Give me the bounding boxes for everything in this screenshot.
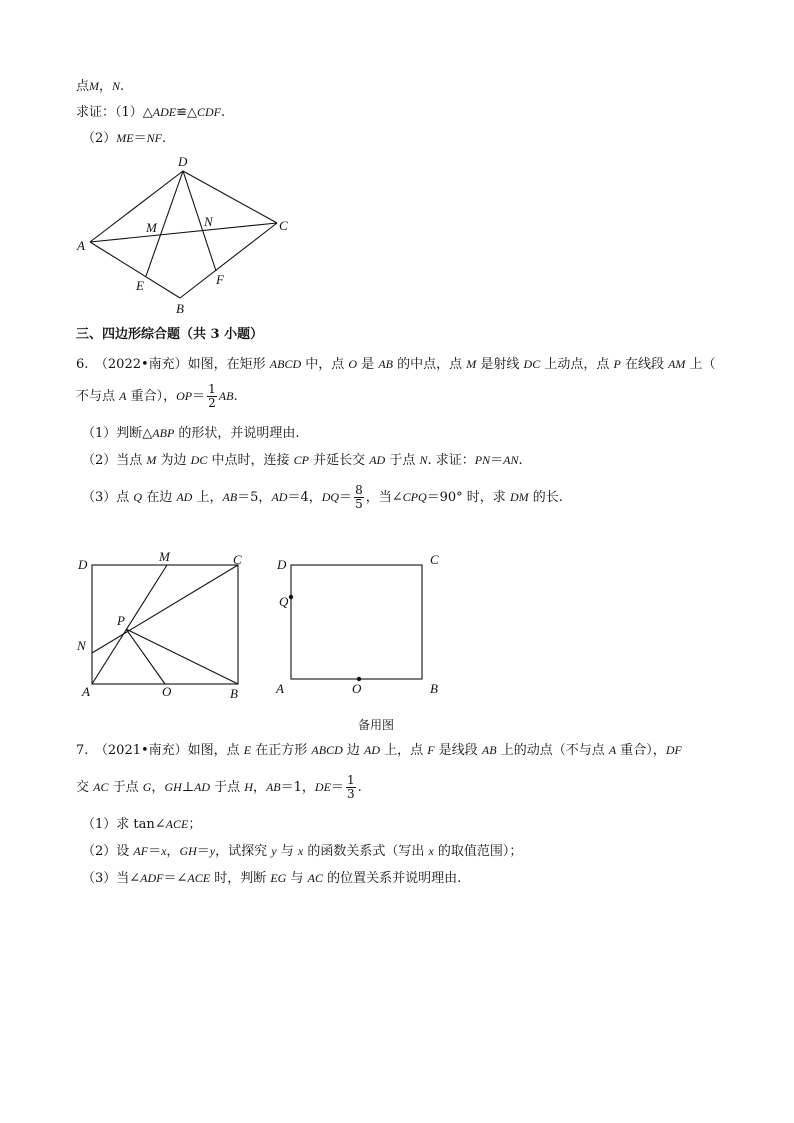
fig2-label-o: O: [162, 684, 172, 699]
fraction-one-third: $\frac{1}{3}$: [346, 773, 355, 801]
fig3-label-b: B: [430, 681, 438, 696]
fig3-label-c: C: [430, 552, 439, 567]
q6-part1: （1）判断△ABP 的形状，并说明理由.: [82, 426, 300, 441]
fig2-label-a: A: [82, 684, 90, 699]
fraction-one-half: $\frac{1}{2}$: [208, 382, 216, 410]
fig1-label-e: E: [136, 278, 144, 293]
fig2-label-p: P: [117, 613, 125, 628]
fraction-eight-fifths: $\frac{8}{5}$: [355, 483, 363, 511]
fig3-label-d: D: [277, 557, 287, 572]
fig3-label-q: Q: [279, 594, 289, 609]
fig1-label-n: N: [204, 214, 213, 229]
q6-part3: （3）点 Q 在边 AD 上，AB＝5，AD＝4，DQ＝ $\frac{8}{5}$ ，当∠CPQ＝90° 时，求 DM 的长.: [82, 483, 563, 511]
q7-line1: 7. （2021•南充）如图，点 E 在正方形 ABCD 边 AD 上，点 F 是线段 AB 上的动点（不与点 A 重合），DF: [76, 743, 682, 758]
problem5-part2: （2）ME＝NF.: [82, 131, 167, 146]
q6-part2: （2）当点 M 为边 DC 中点时，连接 CP 并延长交 AD 于点 N. 求证：PN＝AN.: [82, 453, 523, 468]
fig2-label-b: B: [230, 686, 238, 701]
q6-line1: 6. （2022•南充）如图，在矩形 ABCD 中，点 O 是 AB 的中点，点 M 是射线 DC 上动点，点 P 在线段 AM 上（: [76, 357, 716, 372]
fig1-label-a: A: [77, 238, 85, 253]
q6-line2: 不与点 A 重合），OP＝ $\frac{1}{2}$ AB.: [76, 382, 238, 410]
problem5-prove: 求证：（1）△ADE≌△CDF.: [76, 105, 226, 120]
fig3-label-o: O: [352, 681, 362, 696]
fig1-label-d: D: [178, 154, 188, 169]
fig1-label-c: C: [279, 218, 288, 233]
q7-part3: （3）当∠ADF＝∠ACE 时，判断 EG 与 AC 的位置关系并说明理由.: [82, 871, 462, 886]
fig2-label-m: M: [159, 549, 170, 564]
q7-line2: 交 AC 于点 G，GH⊥AD 于点 H，AB＝1，DE＝ $\frac{1}{3}$ .: [76, 773, 362, 801]
fig1-label-f: F: [216, 272, 224, 287]
problem5-tail: 点M，N.: [76, 79, 125, 94]
fig3-label-a: A: [276, 681, 284, 696]
q7-part2: （2）设 AF＝x，GH＝y，试探究 y 与 x 的函数关系式（写出 x 的取值范围）；: [82, 844, 523, 859]
q7-part1: （1）求 tan∠ACE；: [82, 817, 202, 832]
fig1-label-b: B: [176, 301, 184, 316]
fig2-label-c: C: [233, 552, 242, 567]
spare-figure-caption: 备用图: [358, 718, 395, 732]
section-title: 三、四边形综合题（共 3 小题）: [76, 327, 264, 342]
fig1-label-m: M: [146, 220, 157, 235]
fig2-label-n: N: [77, 638, 86, 653]
fig2-label-d: D: [78, 557, 88, 572]
